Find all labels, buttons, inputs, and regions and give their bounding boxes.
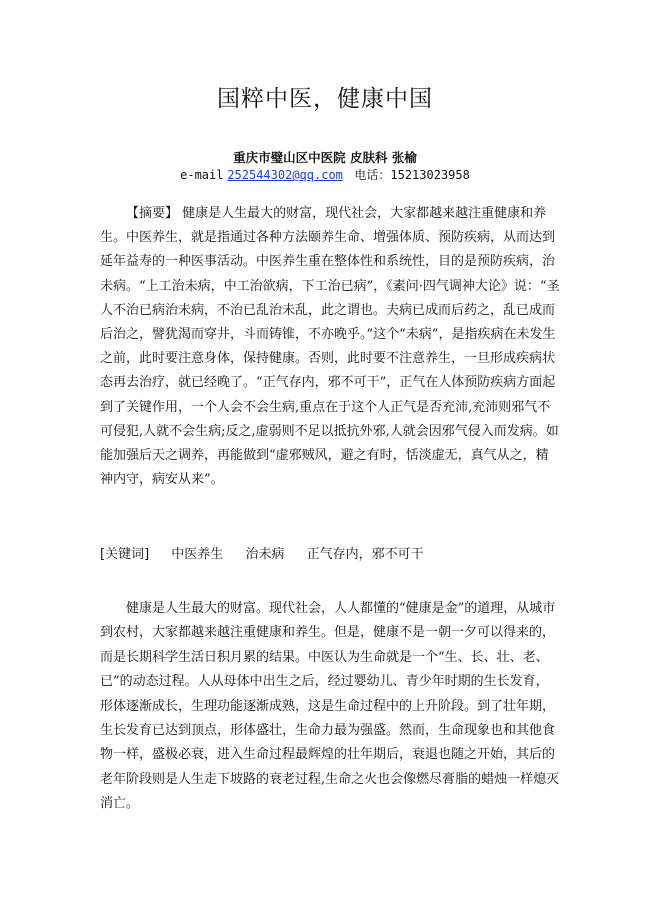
keyword-item: 中医养生 bbox=[171, 547, 224, 562]
keyword-item: 正气存内，邪不可干 bbox=[306, 547, 424, 562]
contact-line bbox=[0, 166, 650, 183]
body-paragraph bbox=[100, 597, 560, 817]
phone-number: 15213023958 bbox=[390, 168, 470, 182]
keywords-label: [关键词] bbox=[100, 547, 150, 562]
keyword-item: 治未病 bbox=[245, 547, 285, 562]
author-line: 重庆市璧山区中医院 皮肤科 张榆 bbox=[233, 150, 417, 165]
body-paragraph-text: 健康是人生最大的财富。现代社会，人人都懂的“健康是金”的道理，从城市到农村，大家都越来越注重健康和养生。但是，健康不是一朝一夕可以得来的，而是长期科学生活日积月累的结果。中医认为生命就是一个“生、长、壮、老、已”的动态过程。人从母体中出生之后，经过婴幼儿、青少年时期的生长发育，形体逐渐成长，生理功能逐渐成熟，这是生命过程中的上升阶段。到了壮年期，生长发育已达到顶点，形体盛壮，生命力最为强盛。然而，生命现象也和其他食物一样，盛极必衰，进入生命过程最辉煌的壮年期后，衰退也随之开始，其后的老年阶段则是人生走下坡路的衰老过程,生命之火也会像燃尽膏脂的蜡烛一样熄灭消亡。 bbox=[100, 601, 560, 812]
keywords-section bbox=[100, 545, 560, 565]
phone-label: 电话： bbox=[354, 168, 391, 182]
email-link[interactable]: 252544302@qq.com bbox=[227, 168, 343, 182]
abstract-label: 【摘要】 bbox=[126, 206, 179, 221]
abstract-text: 健康是人生最大的财富，现代社会，大家都越来越注重健康和养生。中医养生，就是指通过各种方法颐养生命、增强体质、预防疾病，从而达到延年益寿的一种医事活动。中医养生重在整体性和系统性，目的是预防疾病，治未病。“上工治未病，中工治欲病，下工治已病”，《素问·四气调神大论》说：“圣人不治已病治未病，不治已乱治未乱，此之谓也。夫病已成而后药之，乱已成而后治之，譬犹渴而穿井，斗而铸锥，不亦晚乎。”这个“未病”，是指疾病在未发生之前，此时要注意身体，保持健康。否则，此时要不注意养生，一旦形成疾病状态再去治疗，就已经晚了。“正气存内，邪不可干”，正气在人体预防疾病方面起到了关键作用，一个人会不会生病,重点在于这个人正气是否充沛,充沛则邪气不可侵犯,人就不会生病;反之,虚弱则不足以抵抗外邪,人就会因邪气侵入而发病。如能加强后天之调养，再能做到“虚邪贼风，避之有时，恬淡虚无，真气从之，精神内守，病安从来”。 bbox=[100, 206, 560, 488]
email-label: e-mail bbox=[180, 168, 224, 182]
document-title: 国粹中医，健康中国 bbox=[217, 86, 433, 112]
abstract-section bbox=[100, 202, 560, 492]
